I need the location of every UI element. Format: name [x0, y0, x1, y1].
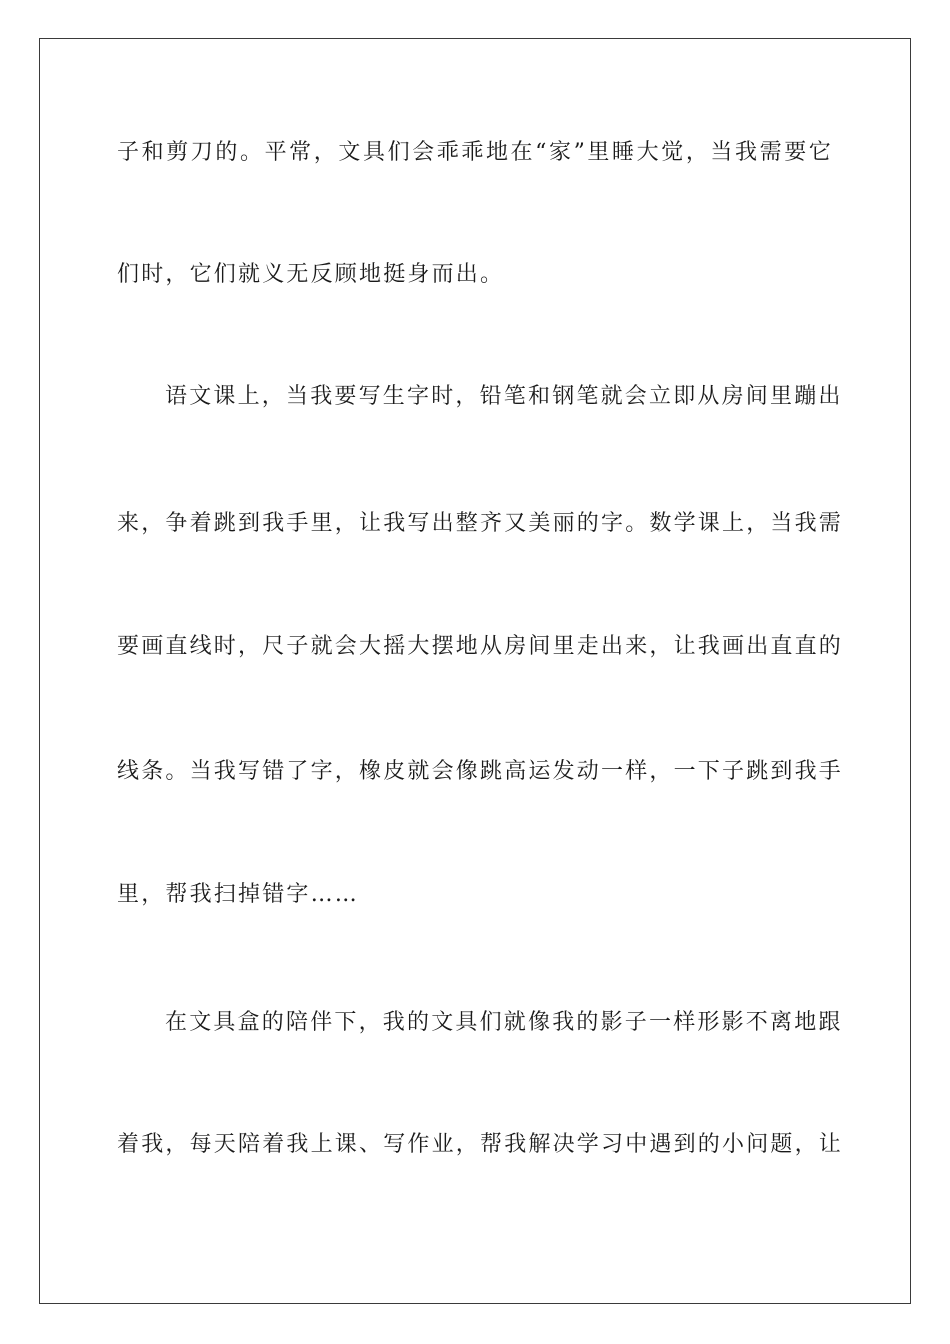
text-line: 里，帮我扫掉错字……: [117, 882, 360, 907]
text-line: 线条。当我写错了字，橡皮就会像跳高运发动一样，一下子跳到我手: [117, 759, 844, 784]
paragraph-first-line: 在文具盒的陪伴下，我的文具们就像我的影子一样形影不离地跟: [165, 1010, 843, 1035]
text-line: 来，争着跳到我手里，让我写出整齐又美丽的字。数学课上，当我需: [117, 511, 844, 536]
paragraph-first-line: 语文课上，当我要写生字时，铅笔和钢笔就会立即从房间里蹦出: [165, 384, 843, 409]
page-border: [39, 38, 911, 1304]
text-line: 子和剪刀的。平常，文具们会乖乖地在“家”里睡大觉，当我需要它: [117, 140, 833, 165]
text-line: 着我，每天陪着我上课、写作业，帮我解决学习中遇到的小问题，让: [117, 1132, 844, 1157]
text-line: 要画直线时，尺子就会大摇大摆地从房间里走出来，让我画出直直的: [117, 634, 844, 659]
text-line: 们时，它们就义无反顾地挺身而出。: [117, 262, 505, 287]
